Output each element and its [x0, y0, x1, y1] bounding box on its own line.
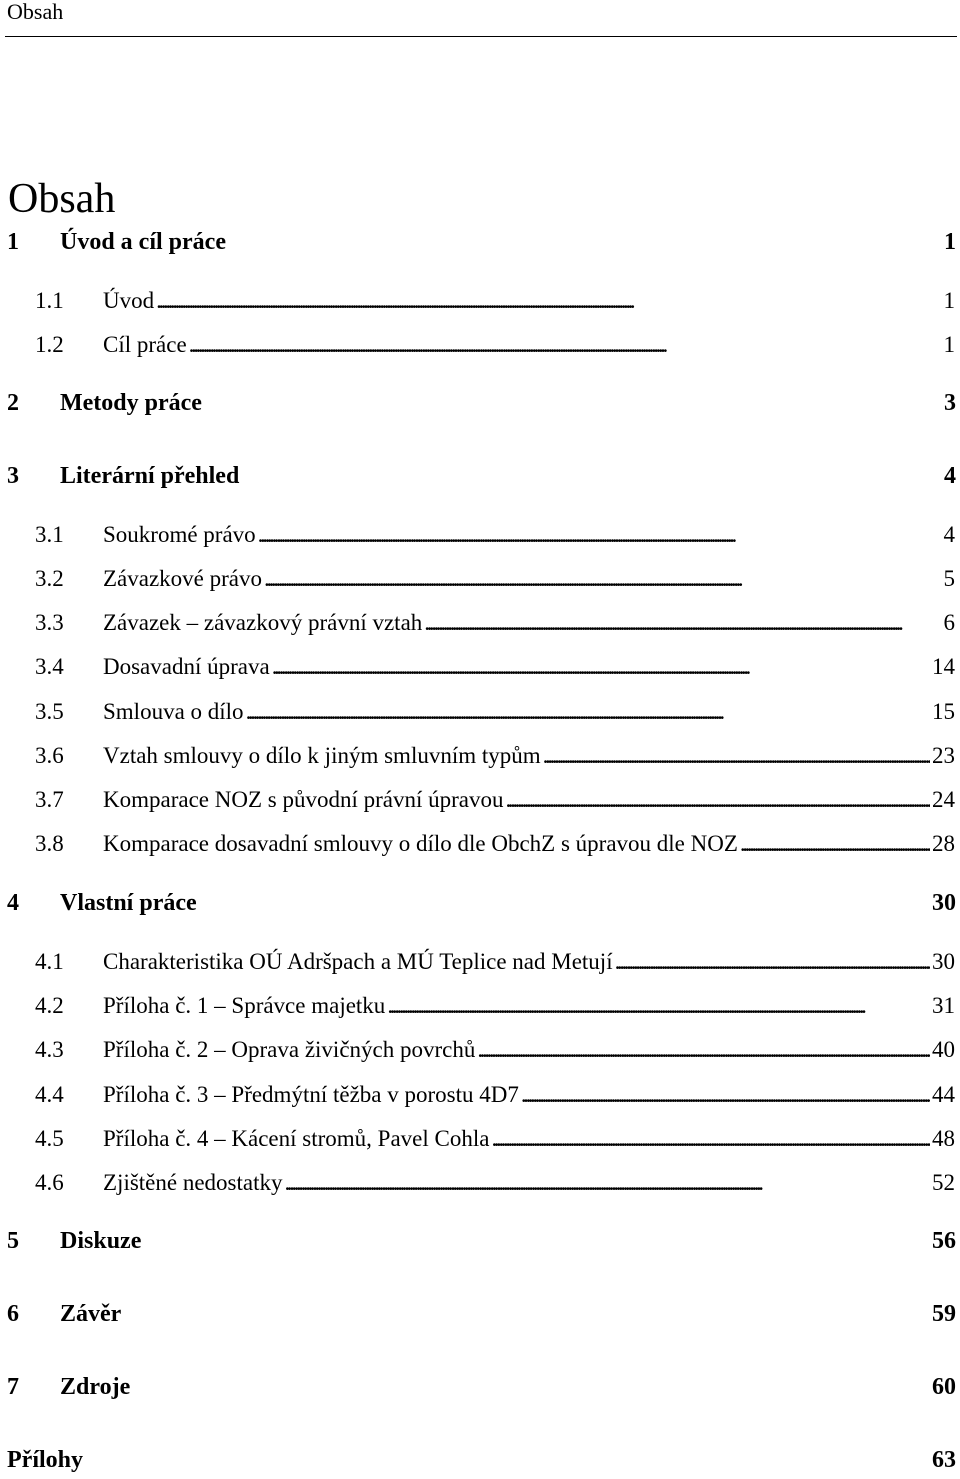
toc-leader: [521, 1078, 930, 1112]
toc-leader: [491, 1122, 930, 1156]
toc-section-1-2[interactable]: [0, 328, 960, 362]
toc-number: 3: [7, 463, 19, 489]
toc-label: Zjištěné nedostatky: [103, 1170, 283, 1195]
toc-label: Závazek – závazkový právní vztah: [103, 610, 423, 635]
toc-number: 3.6: [35, 743, 64, 768]
toc-page: 1: [943, 332, 955, 357]
toc-leader: [189, 328, 942, 362]
toc-label: Charakteristika OÚ Adršpach a MÚ Teplice nad Metují: [103, 949, 613, 974]
toc-number: 3.5: [35, 699, 64, 724]
toc-page: 3: [944, 390, 956, 416]
toc-page: 6: [943, 610, 955, 635]
toc-leader: [246, 695, 930, 729]
toc-number: 3.3: [35, 610, 64, 635]
toc-leader: [615, 945, 930, 979]
toc-label: Příloha č. 3 – Předmýtní těžba v porostu 4D7: [103, 1082, 519, 1107]
toc-section-4-2[interactable]: [0, 989, 960, 1023]
header-rule: [5, 36, 957, 37]
toc-page: 59: [932, 1301, 956, 1327]
toc-label: Závazkové právo: [103, 566, 263, 591]
toc-label: Přílohy: [7, 1447, 83, 1473]
toc-leader: [272, 650, 930, 684]
toc-section-1-1[interactable]: [0, 284, 960, 318]
toc-page: 1: [944, 229, 956, 255]
toc-chapter-6[interactable]: [0, 1297, 960, 1331]
toc-number: 1: [7, 229, 19, 255]
toc-label: Vztah smlouvy o dílo k jiným smluvním typům: [103, 743, 541, 768]
toc-number: 7: [7, 1374, 19, 1400]
running-header: Obsah: [7, 0, 64, 24]
toc-page: 4: [943, 522, 955, 547]
toc-page: 5: [943, 566, 955, 591]
toc-label: Metody práce: [60, 390, 202, 416]
toc-page: 1: [943, 288, 955, 313]
toc-label: Závěr: [60, 1301, 122, 1327]
toc-section-3-6[interactable]: [0, 739, 960, 773]
toc-page: 30: [932, 949, 955, 974]
toc-page: 23: [932, 743, 955, 768]
toc-chapter-5[interactable]: [0, 1224, 960, 1258]
toc-number: 4.6: [35, 1170, 64, 1195]
toc-number: 4.5: [35, 1126, 64, 1151]
toc-number: 1.2: [35, 332, 64, 357]
toc-section-3-5[interactable]: [0, 695, 960, 729]
toc-label: Diskuze: [60, 1228, 142, 1254]
toc-number: 3.1: [35, 522, 64, 547]
toc-section-3-4[interactable]: [0, 650, 960, 684]
toc-number: 2: [7, 390, 19, 416]
toc-page: 56: [932, 1228, 956, 1254]
toc-leader: [543, 739, 930, 773]
toc-label: Zdroje: [60, 1374, 131, 1400]
toc-page: 28: [932, 831, 955, 856]
toc-label: Příloha č. 2 – Oprava živičných povrchů: [103, 1037, 476, 1062]
toc-section-4-6[interactable]: [0, 1166, 960, 1200]
toc-leader: [477, 1033, 930, 1067]
toc-page: 60: [932, 1374, 956, 1400]
toc-label: Příloha č. 1 – Správce majetku: [103, 993, 386, 1018]
toc-leader: [505, 783, 930, 817]
toc-leader: [156, 284, 941, 318]
toc-section-3-7[interactable]: [0, 783, 960, 817]
toc-leader: [258, 518, 942, 552]
toc-section-3-2[interactable]: [0, 562, 960, 596]
toc-page: 4: [944, 463, 956, 489]
toc-number: 3.2: [35, 566, 64, 591]
toc-number: 3.8: [35, 831, 64, 856]
toc-label: Dosavadní úprava: [103, 654, 270, 679]
toc-page: 44: [932, 1082, 955, 1107]
toc-chapter-2[interactable]: [0, 386, 960, 420]
toc-label: Komparace NOZ s původní právní úpravou: [103, 787, 504, 812]
toc-page: 15: [932, 699, 955, 724]
toc-label: Soukromé právo: [103, 522, 256, 547]
toc-section-4-3[interactable]: [0, 1033, 960, 1067]
toc-number: 3.4: [35, 654, 64, 679]
toc-page: 30: [932, 890, 956, 916]
toc-page: 48: [932, 1126, 955, 1151]
toc-page: 52: [932, 1170, 955, 1195]
toc-page: 63: [932, 1447, 956, 1473]
toc-number: 4.1: [35, 949, 64, 974]
toc-chapter-1[interactable]: [0, 225, 960, 259]
toc-label: Cíl práce: [103, 332, 187, 357]
toc-page: 24: [932, 787, 955, 812]
toc-number: 4: [7, 890, 19, 916]
toc-section-3-1[interactable]: [0, 518, 960, 552]
toc-label: Příloha č. 4 – Kácení stromů, Pavel Cohla: [103, 1126, 490, 1151]
toc-section-4-1[interactable]: [0, 945, 960, 979]
page-title: Obsah: [8, 176, 116, 223]
toc-section-4-5[interactable]: [0, 1122, 960, 1156]
toc-page: 40: [932, 1037, 955, 1062]
toc-leader: [387, 989, 930, 1023]
toc-label: Úvod: [103, 288, 155, 313]
toc-label: Literární přehled: [60, 463, 240, 489]
toc-number: 4.3: [35, 1037, 64, 1062]
toc-chapter-7[interactable]: [0, 1370, 960, 1404]
toc-appendices[interactable]: [0, 1443, 960, 1477]
toc-number: 4.4: [35, 1082, 64, 1107]
toc-page: 31: [932, 993, 955, 1018]
toc-chapter-3[interactable]: [0, 459, 960, 493]
toc-leader: [740, 827, 930, 861]
toc-section-3-8[interactable]: [0, 827, 960, 861]
toc-section-4-4[interactable]: [0, 1078, 960, 1112]
toc-section-3-3[interactable]: [0, 606, 960, 640]
toc-label: Úvod a cíl práce: [60, 229, 226, 255]
toc-label: Vlastní práce: [60, 890, 197, 916]
toc-leader: [285, 1166, 931, 1200]
toc-leader: [264, 562, 941, 596]
toc-number: 6: [7, 1301, 19, 1327]
toc-page: 14: [932, 654, 955, 679]
toc-number: 1.1: [35, 288, 64, 313]
toc-label: Komparace dosavadní smlouvy o dílo dle ObchZ s úpravou dle NOZ: [103, 831, 738, 856]
toc-number: 4.2: [35, 993, 64, 1018]
toc-leader: [424, 606, 941, 640]
toc-label: Smlouva o dílo: [103, 699, 244, 724]
toc-number: 5: [7, 1228, 19, 1254]
toc-chapter-4[interactable]: [0, 886, 960, 920]
toc-number: 3.7: [35, 787, 64, 812]
